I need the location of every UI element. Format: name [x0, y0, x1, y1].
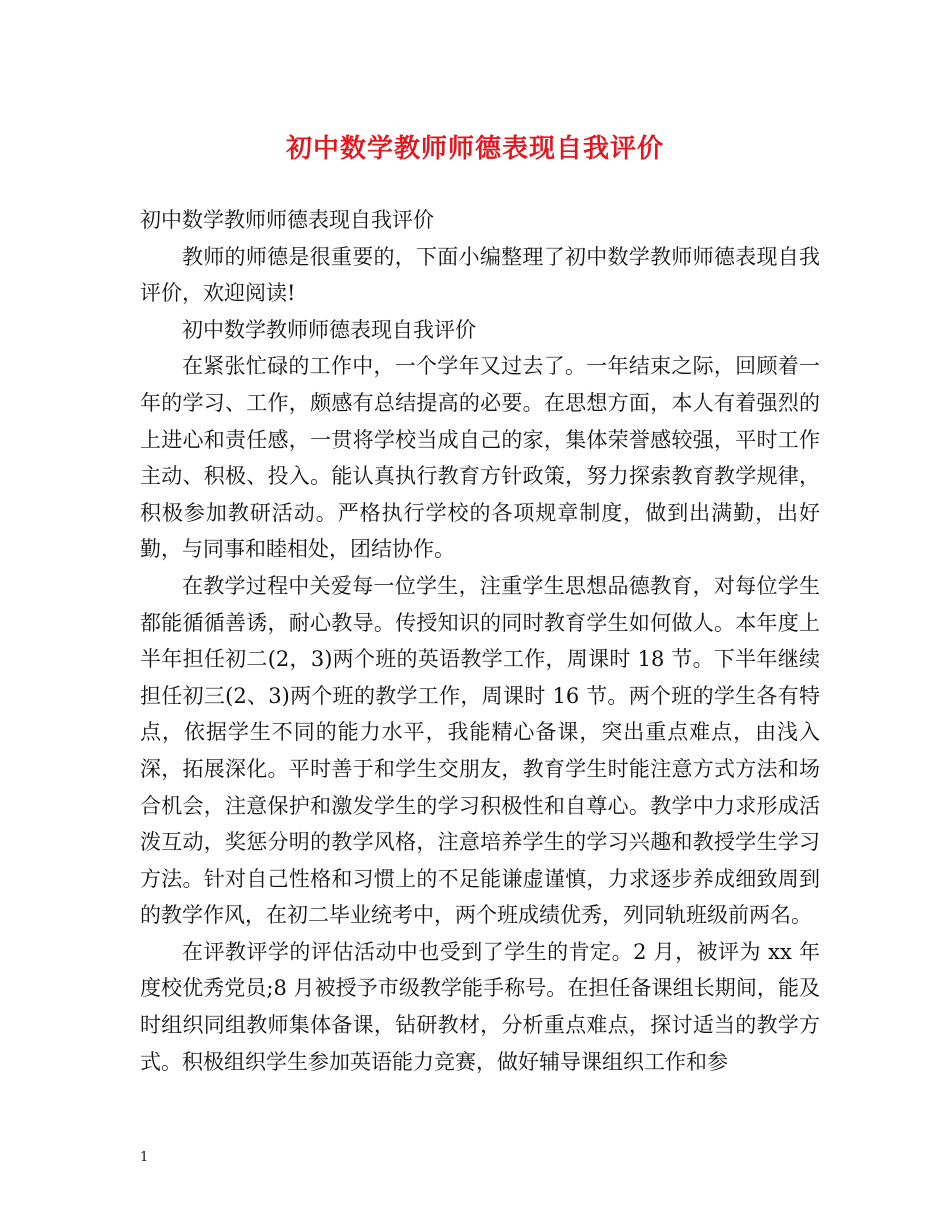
- document-body: [140, 202, 820, 1080]
- paragraph: 初中数学教师师德表现自我评价: [140, 208, 434, 232]
- paragraph: 在评教评学的评估活动中也受到了学生的肯定。2 月，被评为 xx 年度校优秀党员;8 月被授予市级教学能手称号。在担任备课组长期间，能及时组织同组教师集体备课，钻研教材，分析重点难点，探讨适当的教学方式。积极组织学生参加英语能力竞赛，做好辅导课组织工作和参: [140, 939, 820, 1074]
- page-number: 1: [140, 1150, 149, 1165]
- paragraph: 在紧张忙碌的工作中，一个学年又过去了。一年结束之际，回顾着一年的学习、工作，颇感有总结提高的必要。在思想方面，本人有着强烈的上进心和责任感，一贯将学校当成自己的家，集体荣誉感较强，平时工作主动、积极、投入。能认真执行教育方针政策，努力探索教育教学规律，积极参加教研活动。严格执行学校的各项规章制度，做到出满勤，出好勤，与同事和睦相处，团结协作。: [140, 354, 820, 562]
- document-title: 初中数学教师师德表现自我评价: [285, 134, 664, 164]
- paragraph: 在教学过程中关爱每一位学生，注重学生思想品德教育，对每位学生都能循循善诱，耐心教导。传授知识的同时教育学生如何做人。本年度上半年担任初二(2，3)两个班的英语教学工作，周课时 18 节。下半年继续担任初三(2、3)两个班的教学工作，周课时 16 节。两个班的学生各有特点，依据学生不同的能力水平，我能精心备课，突出重点难点，由浅入深，拓展深化。平时善于和学生交朋友，教育学生时能注意方式方法和场合机会，注意保护和激发学生的学习积极性和自尊心。教学中力求形成活泼互动，奖惩分明的教学风格，注意培养学生的学习兴趣和教授学生学习方法。针对自己性格和习惯上的不足能谦虚谨慎，力求逐步养成细致周到的教学作风，在初二毕业统考中，两个班成绩优秀，列同轨班级前两名。: [140, 573, 820, 928]
- paragraph: 教师的师德是很重要的，下面小编整理了初中数学教师师德表现自我评价，欢迎阅读!: [140, 244, 820, 306]
- paragraph: 初中数学教师师德表现自我评价: [182, 317, 476, 342]
